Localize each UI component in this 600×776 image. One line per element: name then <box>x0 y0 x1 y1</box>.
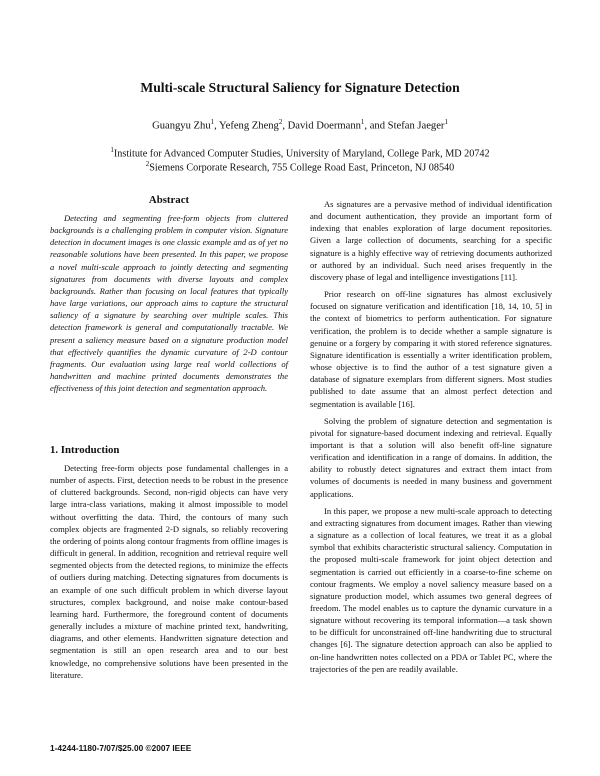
author-name: Stefan Jaeger <box>387 120 445 132</box>
author-name: Guangyu Zhu <box>152 120 211 132</box>
body-paragraph: In this paper, we propose a new multi-scale approach to detecting and extracting signatures from document images. Rather than viewing a signature as a collection of local features, we treat it as a global symbol that exhibits characteristic structural saliency. Computation in the proposed multi-scale framework for joint object detection and segmentation is carried out efficiently in a coarse-to-fine scheme on contour fragments. We employ a novel saliency measure based on a signature production model, which assumes two general degrees of freedom. The model enables us to capture the dynamic curvature in a signature without recovering its temporal information—a task shown to be difficult for unconstrained off-line handwriting due to structural changes [6]. The signature detection approach can also be applied to on-line handwritten notes collected on a PDA or Tablet PC, where the trajectories of the pen are readily available. <box>310 505 552 674</box>
body-paragraph: As signatures are a pervasive method of individual identification and document authentication, they provide an important form of indexing that enables exploration of large document repositories. Given a large collection of documents, searching for a specific signature is a highly effective way of retrieving documents authorized or authored by an individual. Such need arises frequently in the discovery phase of legal and intelligence investigations [11]. <box>310 199 552 282</box>
body-paragraph: Solving the problem of signature detection and segmentation is pivotal for signature-based document indexing and retrieval. Equally important is that a solution will also benefit off-line signature verification and identification in a range of domains. In addition, the ability to robustly detect signatures and extract them intact from volumes of documents is needed in many business and government applications. <box>310 415 552 499</box>
author-separator: , and <box>364 120 388 132</box>
affiliation-mark: 1 <box>110 146 114 154</box>
affiliation-text: Siemens Corporate Research, 755 College Road East, Princeton, NJ 08540 <box>149 162 455 174</box>
abstract-paragraph: Detecting and segmenting free-form objects from cluttered backgrounds is a challenging problem in computer vision. Signature detection in document images is one classic example and as of yet no reasonable solutions have been presented. In this paper, we propose a novel multi-scale approach to jointly detecting and segmenting signatures from documents with diverse layouts and complex backgrounds. Rather than focusing on local features that typically have large variations, our approach aims to capture the structural saliency of a signature by searching over multiple scales. This detection framework is general and computationally tractable. We present a saliency measure based on a signature production model that effectively quantifies the dynamic curvature of 2-D contour fragments. Our evaluation using large real world collections of handwritten and machine printed documents demonstrates the effectiveness of this joint detection and segmentation approach. <box>50 213 288 394</box>
affiliation-mark: 2 <box>278 118 283 126</box>
paper-title: Multi-scale Structural Saliency for Signature Detection <box>140 80 460 95</box>
abstract-heading: Abstract <box>148 194 190 206</box>
author-list <box>0 118 600 132</box>
affiliation-siemens <box>0 160 600 173</box>
author-separator: , <box>282 120 288 132</box>
section-heading-introduction: 1. Introduction <box>50 444 120 456</box>
affiliation-mark: 1 <box>360 118 365 126</box>
affiliation-mark: 2 <box>145 160 150 168</box>
body-paragraph: Detecting free-form objects pose fundamental challenges in a number of aspects. First, detection needs to be robust in the presence of cluttered backgrounds. Second, non-rigid objects can have very large intra-class variations, making it almost impossible to model without overfitting the data. Third, the contours of many such complex objects are fragmented 2-D signals, so reliably recovering the ordering of points along contour fragments from offline images is difficult in general. In addition, recognition and retrieval require well segmented objects from the detected regions, to minimize the effects of outliers during matching. Detecting signatures from documents is an example of one such difficult problem in which diverse layout structures, complex background, and noise make contour-based learning hard. Furthermore, the foreground content of documents generally includes a mixture of machine printed text, handwriting, diagrams, and other elements. Handwritten signature detection and segmentation is still an open research area and to our best knowledge, no comprehensive solutions have been presented in the literature. <box>50 463 288 680</box>
affiliation-mark: 1 <box>210 118 215 126</box>
copyright-footer: 1-4244-1180-7/07/$25.00 ©2007 IEEE <box>50 743 192 753</box>
body-paragraph: Prior research on off-line signatures has almost exclusively focused on signature verification and identification [18, 14, 10, 5] in the context of biometrics to perform authentication. For signature verification, the problem is to decide whether a sample signature is genuine or a forgery by comparing it with stored reference signatures. Signature identification is essentially a writer identification problem, whose objective is to find the author of a test signature given a database of signature exemplars from different signers. Most studies published to date assume that an almost perfect detection and segmentation is available [16]. <box>310 289 552 409</box>
abstract-body <box>50 212 288 394</box>
author-name: Yefeng Zheng <box>219 120 279 132</box>
author-separator: , <box>214 120 220 132</box>
affiliation-mark: 1 <box>444 118 448 126</box>
affiliation-text: Institute for Advanced Computer Studies, University of Maryland, College Park, MD 20742 <box>113 148 490 160</box>
affiliation-umd <box>0 146 600 159</box>
right-column-body <box>310 198 552 675</box>
introduction-body <box>50 462 288 681</box>
author-name: David Doermann <box>287 120 361 132</box>
